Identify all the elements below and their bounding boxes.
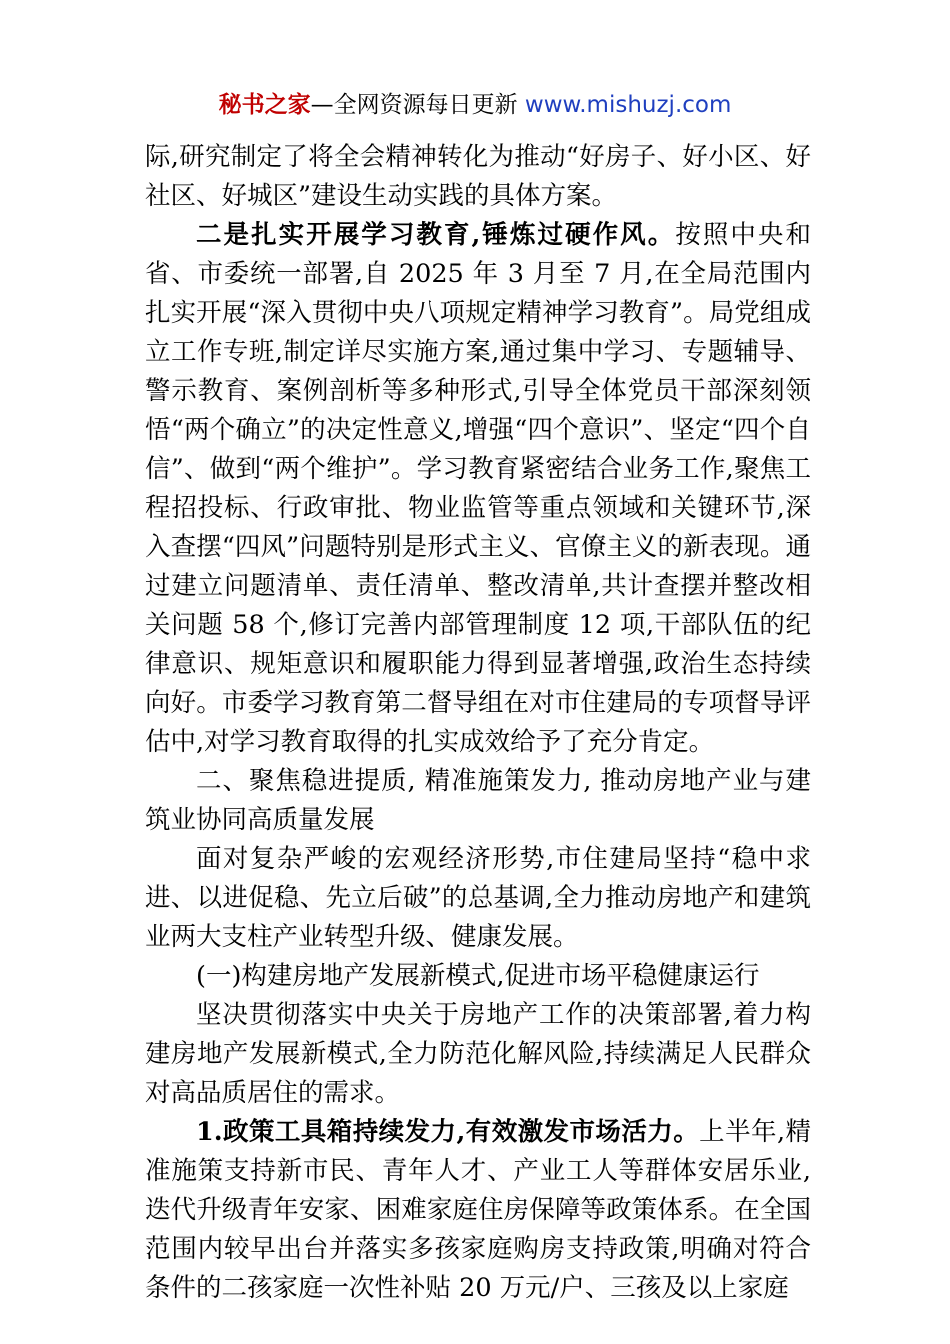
paragraph-text: 按照中央和省、市委统一部署,自 2025 年 3 月至 7 月,在全局范围内扎实开展“深入贯彻中央八项规定精神学习教育”。局党组成立工作专班,制定详尽实施方案,通过集中学习、专题辅导、警示教育、案例剖析等多种形式,引导全体党员干部深刻领悟“两个确立”的决定性意义,增强“四个意识”、坚定“四个自信”、做到“两个维护”。学习教育紧密结合业务工作,聚焦工程招投标、行政审批、物业监管等重点领域和关键环节,深入查摆“四风”问题特别是形式主义、官僚主义的新表现。通过建立问题清单、责任清单、整改清单,共计查摆并整改相关问题 58 个,修订完善内部管理制度 12 项,干部队伍的纪律意识、规矩意识和履职能力得到显著增强,政治生态持续向好。市委学习教育第二督导组在对市住建局的专项督导评估中,对学习教育取得的扎实成效给予了充分肯定。 [145, 220, 811, 757]
site-header [0, 88, 950, 122]
paragraph-text: 面对复杂严峻的宏观经济形势,市住建局坚持“稳中求进、以进促稳、先立后破”的总基调,全力推动房地产和建筑业两大支柱产业转型升级、健康发展。 [145, 844, 811, 952]
site-tagline: —全网资源每日更新 [310, 92, 525, 118]
site-url-link[interactable]: www.mishuzj.com [524, 92, 732, 118]
section-heading-two [145, 762, 811, 840]
subsection-heading-one [145, 957, 811, 996]
heading-text: (一)构建房地产发展新模式,促进市场平稳健康运行 [196, 961, 760, 991]
site-brand: 秘书之家 [218, 92, 311, 118]
paragraph-lead: 1.政策工具箱持续发力,有效激发市场活力。 [196, 1117, 700, 1147]
paragraph-study-education [145, 216, 811, 762]
paragraph-text: 际,研究制定了将全会精神转化为推动“好房子、好小区、好社区、好城区”建设生动实践的具体方案。 [145, 142, 811, 211]
heading-text: 二、聚焦稳进提质, 精准施策发力, 推动房地产业与建筑业协同高质量发展 [145, 766, 811, 835]
paragraph-text: 坚决贯彻落实中央关于房地产工作的决策部署,着力构建房地产发展新模式,全力防范化解风险,持续满足人民群众对高品质居住的需求。 [145, 1000, 811, 1108]
paragraph-text: 上半年,精准施策支持新市民、青年人才、产业工人等群体安居乐业,迭代升级青年安家、困难家庭住房保障等政策体系。在全国范围内较早出台并落实多孩家庭购房支持政策,明确对符合条件的二孩家庭一次性补贴 20 万元/户、三孩及以上家庭 [145, 1117, 812, 1303]
document-body [145, 138, 811, 1308]
paragraph-overview [145, 840, 811, 957]
paragraph-new-model [145, 996, 811, 1113]
paragraph-policy-toolbox [145, 1113, 811, 1308]
paragraph-lead: 二是扎实开展学习教育,锤炼过硬作风。 [196, 220, 676, 250]
paragraph-continuation [145, 138, 811, 216]
